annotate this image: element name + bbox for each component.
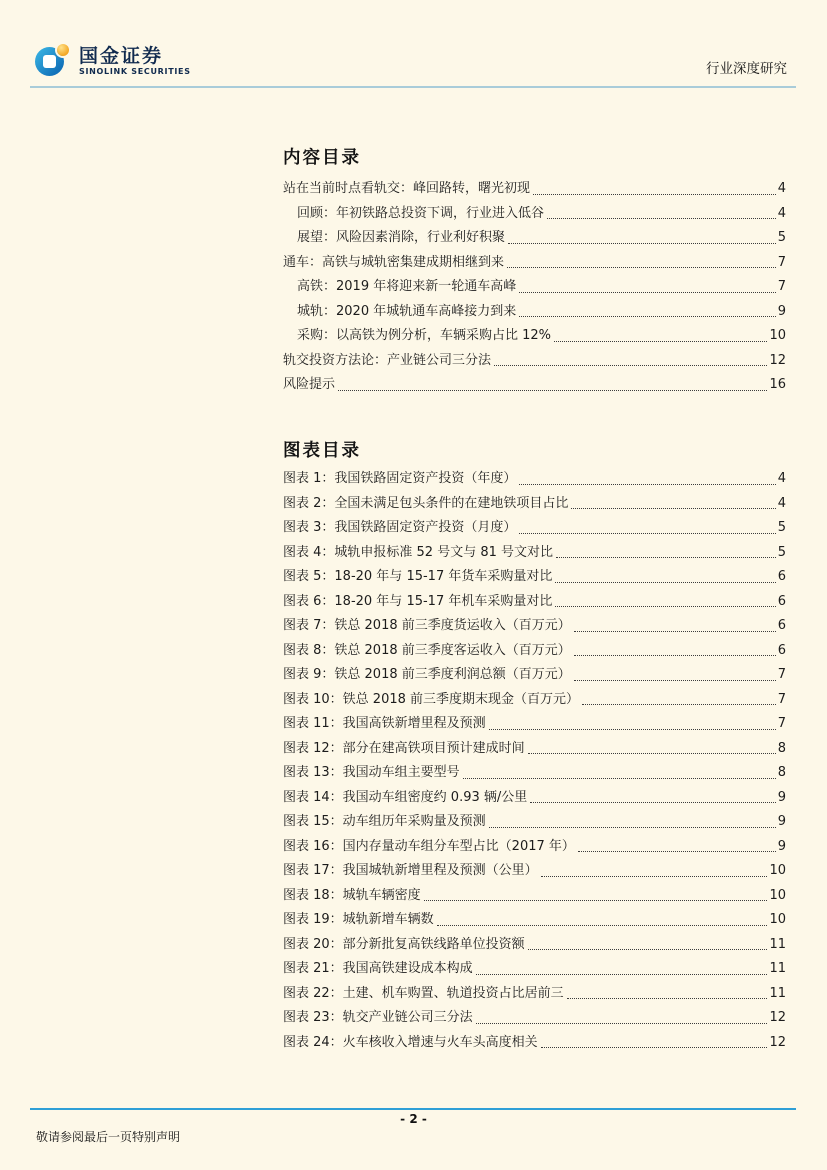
dot-leader [476, 974, 768, 975]
figure-entry-page-number: 9 [777, 814, 786, 829]
figure-entry-label: 图表 5：18-20 年与 15-17 年货车采购量对比 [283, 569, 553, 584]
figure-entry-label: 图表 10：铁总 2018 前三季度期末现金（百万元） [283, 691, 580, 707]
figure-entry-page-number: 12 [769, 1034, 786, 1050]
figure-entry[interactable] [283, 908, 786, 933]
page-number: - 2 - [400, 1112, 427, 1126]
toc-entry-label: 回顾：年初铁路总投资下调，行业进入低谷 [297, 205, 545, 221]
figure-entry-page-number: 8 [777, 740, 786, 756]
dot-leader [578, 851, 776, 852]
logo-company-name: 国金证券 [79, 45, 164, 67]
dot-leader [489, 729, 776, 730]
toc-entry-page-number: 4 [777, 181, 786, 196]
figure-entry-label: 图表 22：土建、机车购置、轨道投资占比居前三 [283, 985, 564, 1001]
toc-entry[interactable] [283, 300, 786, 325]
figure-entry-page-number: 6 [777, 618, 786, 633]
figure-entry[interactable] [283, 786, 786, 811]
toc-entry[interactable] [283, 275, 786, 300]
dot-leader [507, 267, 776, 268]
figure-entry-page-number: 10 [769, 887, 786, 903]
figure-entry-page-number: 5 [777, 520, 786, 535]
toc-entry-label: 站在当前时点看轨交：峰回路转，曙光初现 [283, 181, 531, 196]
figure-entry-page-number: 11 [769, 936, 786, 952]
figure-entry-label: 图表 2：全国未满足包头条件的在建地铁项目占比 [283, 495, 569, 511]
figures-section-title: 图表目录 [283, 441, 361, 461]
toc-entry-page-number: 4 [777, 205, 786, 221]
figure-entry-page-number: 6 [777, 569, 786, 584]
figure-entry-label: 图表 1：我国铁路固定资产投资（年度） [283, 471, 517, 486]
dot-leader [489, 827, 776, 828]
figure-entry[interactable] [283, 737, 786, 762]
figure-entry[interactable] [283, 492, 786, 517]
figure-entry[interactable] [283, 516, 786, 541]
dot-leader [541, 1047, 768, 1048]
figure-entry[interactable] [283, 957, 786, 982]
dot-leader [519, 533, 775, 534]
dot-leader [574, 631, 776, 632]
toc-entry[interactable] [283, 226, 786, 251]
dot-leader [574, 680, 776, 681]
figure-entry-page-number: 6 [777, 593, 786, 609]
toc-entry-label: 采购：以高铁为例分析，车辆采购占比 12% [297, 328, 552, 343]
dot-leader [463, 778, 776, 779]
logo-ball-shape [57, 44, 69, 56]
dot-leader [555, 582, 775, 583]
figure-entry-page-number: 12 [769, 1010, 786, 1025]
toc-entry-label: 通车：高铁与城轨密集建成期相继到来 [283, 254, 505, 270]
figure-entry[interactable] [283, 761, 786, 786]
figure-entry-page-number: 11 [769, 985, 786, 1001]
toc-entry[interactable] [283, 177, 786, 202]
toc-entry[interactable] [283, 373, 786, 398]
toc-entry-page-number: 7 [777, 279, 786, 294]
dot-leader [494, 365, 767, 366]
dot-leader [533, 194, 776, 195]
dot-leader [528, 949, 768, 950]
page-header [30, 0, 796, 88]
figure-entry-label: 图表 19：城轨新增车辆数 [283, 912, 434, 927]
logo-company-name-en: SINOLINK SECURITIES [79, 67, 191, 76]
report-type-label: 行业深度研究 [706, 61, 787, 77]
figure-entry[interactable] [283, 982, 786, 1007]
toc-entry-page-number: 10 [769, 328, 786, 343]
dot-leader [519, 316, 776, 317]
toc-entry-label: 高铁：2019 年将迎来新一轮通车高峰 [297, 279, 517, 294]
figure-entry-label: 图表 18：城轨车辆密度 [283, 887, 421, 903]
figure-entry-page-number: 7 [777, 716, 786, 731]
toc-entry[interactable] [283, 324, 786, 349]
figure-entry-label: 图表 9：铁总 2018 前三季度利润总额（百万元） [283, 667, 571, 682]
figure-entry[interactable] [283, 933, 786, 958]
figure-entry-label: 图表 15：动车组历年采购量及预测 [283, 814, 486, 829]
dot-leader [528, 753, 776, 754]
dot-leader [555, 606, 775, 607]
figure-entry-page-number: 10 [769, 863, 786, 878]
toc-entry[interactable] [283, 202, 786, 227]
logo-square-shape [43, 55, 56, 68]
footer-disclaimer: 敬请参阅最后一页特别声明 [36, 1130, 181, 1144]
figure-entry[interactable] [283, 639, 786, 664]
figure-entry[interactable] [283, 835, 786, 860]
figure-entry-page-number: 5 [777, 544, 786, 560]
logo-text [79, 44, 191, 78]
figure-entry[interactable] [283, 1031, 786, 1056]
figure-entry[interactable] [283, 688, 786, 713]
figure-entry[interactable] [283, 663, 786, 688]
figure-entry-page-number: 10 [769, 912, 786, 927]
figure-entry[interactable] [283, 810, 786, 835]
dot-leader [554, 341, 767, 342]
toc-entry-page-number: 9 [777, 303, 786, 319]
dot-leader [567, 998, 768, 999]
figure-entry-page-number: 11 [769, 961, 786, 976]
figure-entry-label: 图表 8：铁总 2018 前三季度客运收入（百万元） [283, 642, 571, 658]
sinolink-logo [35, 44, 191, 78]
figure-entry-page-number: 9 [777, 838, 786, 854]
figure-entry[interactable] [283, 590, 786, 615]
figure-entry-page-number: 7 [777, 691, 786, 707]
dot-leader [338, 390, 767, 391]
figure-entry-page-number: 4 [777, 495, 786, 511]
figure-entry[interactable] [283, 712, 786, 737]
figure-entry-label: 图表 6：18-20 年与 15-17 年机车采购量对比 [283, 593, 553, 609]
toc-entry[interactable] [283, 251, 786, 276]
toc-entry[interactable] [283, 349, 786, 374]
figure-entry-label: 图表 12：部分在建高铁项目预计建成时间 [283, 740, 525, 756]
figure-entry-label: 图表 20：部分新批复高铁线路单位投资额 [283, 936, 525, 952]
dot-leader [437, 925, 768, 926]
figure-entry-label: 图表 17：我国城轨新增里程及预测（公里） [283, 863, 538, 878]
dot-leader [574, 655, 776, 656]
dot-leader [519, 292, 776, 293]
figure-entry[interactable] [283, 467, 786, 492]
figure-entry-page-number: 8 [777, 765, 786, 780]
toc-entry-label: 风险提示 [283, 377, 336, 392]
figure-entry[interactable] [283, 565, 786, 590]
dot-leader [582, 704, 776, 705]
dot-leader [530, 802, 775, 803]
sinolink-logo-icon [35, 44, 71, 78]
figure-entry-label: 图表 4：城轨申报标准 52 号文与 81 号文对比 [283, 544, 554, 560]
figure-entry-label: 图表 3：我国铁路固定资产投资（月度） [283, 520, 517, 535]
figure-entry-label: 图表 23：轨交产业链公司三分法 [283, 1010, 473, 1025]
figure-entry[interactable] [283, 1006, 786, 1031]
contents-section-title: 内容目录 [283, 148, 361, 168]
dot-leader [519, 484, 775, 485]
figure-entry-label: 图表 16：国内存量动车组分车型占比（2017 年） [283, 838, 575, 854]
figure-entry[interactable] [283, 859, 786, 884]
figure-entry-label: 图表 14：我国动车组密度约 0.93 辆/公里 [283, 789, 528, 805]
figure-entry-label: 图表 21：我国高铁建设成本构成 [283, 961, 473, 976]
toc-entry-page-number: 12 [769, 352, 786, 368]
figure-entry[interactable] [283, 614, 786, 639]
figure-entry-page-number: 6 [777, 642, 786, 658]
dot-leader [424, 900, 768, 901]
figure-entry-label: 图表 13：我国动车组主要型号 [283, 765, 460, 780]
toc-entry-page-number: 16 [769, 377, 786, 392]
dot-leader [508, 243, 776, 244]
figure-entry-label: 图表 24：火车核收入增速与火车头高度相关 [283, 1034, 538, 1050]
figure-entry[interactable] [283, 884, 786, 909]
toc-entry-label: 展望：风险因素消除，行业利好积聚 [297, 230, 506, 245]
figure-entry-page-number: 9 [777, 789, 786, 805]
figure-entry[interactable] [283, 541, 786, 566]
toc-entry-page-number: 5 [777, 230, 786, 245]
figure-entry-label: 图表 7：铁总 2018 前三季度货运收入（百万元） [283, 618, 571, 633]
toc-entry-label: 城轨：2020 年城轨通车高峰接力到来 [297, 303, 517, 319]
toc-entry-label: 轨交投资方法论：产业链公司三分法 [283, 352, 492, 368]
dot-leader [541, 876, 768, 877]
figure-entry-label: 图表 11：我国高铁新增里程及预测 [283, 716, 486, 731]
contents-list [283, 177, 786, 398]
dot-leader [476, 1023, 768, 1024]
footer-divider [30, 1108, 796, 1110]
dot-leader [547, 218, 776, 219]
figures-list [283, 467, 786, 1055]
figure-entry-page-number: 7 [777, 667, 786, 682]
dot-leader [556, 557, 776, 558]
toc-entry-page-number: 7 [777, 254, 786, 270]
dot-leader [571, 508, 775, 509]
figure-entry-page-number: 4 [777, 471, 786, 486]
